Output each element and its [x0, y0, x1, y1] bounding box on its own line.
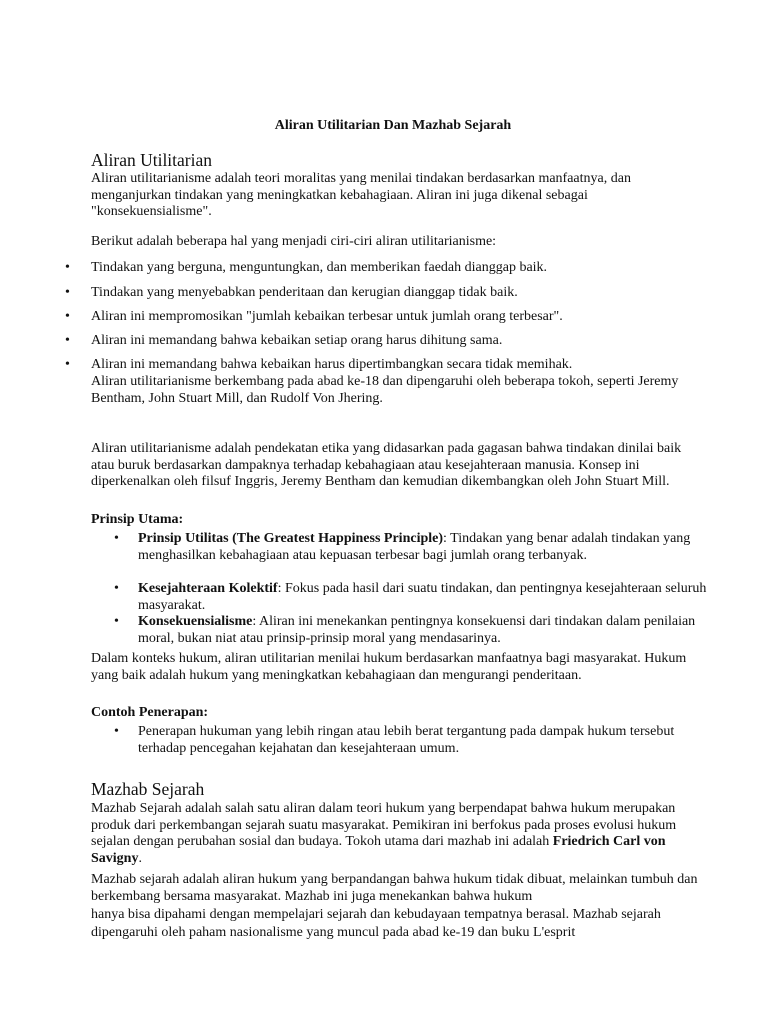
bullet-icon: • — [65, 285, 70, 300]
paragraph-mazhab-definition: Mazhab Sejarah adalah salah satu aliran dalam teori hukum yang berpendapat bahwa hukum merupakan produk dari perkembangan sejarah suatu masyarakat. Pemikiran ini berfokus pada proses evolusi hukum sejalan dengan perubahan sosial dan budaya. Tokoh utama dari mazhab ini adalah Friedrich Carl von Savigny. — [91, 801, 677, 867]
paragraph-history: Aliran utilitarianisme berkembang pada abad ke-18 dan dipengaruhi oleh beberapa tokoh, seperti Jeremy Bentham, John Stuart Mill, dan Rudolf Von Jhering. — [91, 374, 679, 406]
list-item — [65, 357, 711, 374]
list-item-text: Tindakan yang berguna, menguntungkan, dan memberikan faedah dianggap baik. — [91, 260, 548, 275]
document-title: Aliran Utilitarian Dan Mazhab Sejarah — [274, 118, 512, 133]
list-item-text: Penerapan hukuman yang lebih ringan atau lebih berat tergantung pada dampak hukum tersebut terhadap pencegahan kejahatan dan kesejahteraan umum. — [138, 724, 675, 756]
list-item-text: Tindakan yang menyebabkan penderitaan dan kerugian dianggap tidak baik. — [91, 285, 518, 300]
paragraph-mazhab-view: Mazhab sejarah adalah aliran hukum yang berpandangan bahwa hukum tidak dibuat, melainkan tumbuh dan berkembang bersama masyarakat. Mazhab ini juga menekankan bahwa hukum — [91, 872, 698, 904]
example-heading: Contoh Penerapan: — [91, 705, 209, 720]
list-item — [114, 614, 708, 647]
paragraph-law-context: Dalam konteks hukum, aliran utilitarian menilai hukum berdasarkan manfaatnya bagi masyarakat. Hukum yang baik adalah hukum yang meningkatkan kebahagiaan dan mengurangi penderitaan. — [91, 651, 687, 683]
heading-mazhab-sejarah: Mazhab Sejarah — [91, 779, 205, 799]
list-item — [114, 724, 708, 757]
bullet-icon: • — [114, 614, 119, 629]
principles-heading: Prinsip Utama: — [91, 512, 184, 527]
bullet-icon: • — [114, 581, 119, 596]
principle-term: Kesejahteraan Kolektif — [138, 581, 278, 596]
heading-aliran-utilitarian: Aliran Utilitarian — [91, 150, 213, 170]
bullet-icon: • — [65, 357, 70, 372]
principle-text: : Tindakan yang benar adalah tindakan yang menghasilkan kebahagiaan atau kepuasan terbesar bagi jumlah orang terbanyak. — [138, 531, 691, 563]
savigny-name: Friedrich Carl von Savigny — [91, 834, 666, 867]
paragraph-approach: Aliran utilitarianisme adalah pendekatan etika yang didasarkan pada gagasan bahwa tindakan dinilai baik atau buruk berdasarkan dampaknya terhadap kebahagiaan atau kesejahteraan manusia. Konsep ini diperkenalkan oleh filsuf Inggris, Jeremy Bentham dan kemudian dikembangkan oleh John Stuart Mill. — [91, 441, 682, 490]
list-item-text: Aliran ini mempromosikan "jumlah kebaikan terbesar untuk jumlah orang terbesar". — [91, 309, 563, 324]
list-item — [114, 581, 708, 614]
paragraph-definition: Aliran utilitarianisme adalah teori moralitas yang menilai tindakan berdasarkan manfaatnya, dan menganjurkan tindakan yang meningkatkan kebahagiaan. Aliran ini juga dikenal sebagai "konsekuensialisme". — [91, 171, 631, 220]
list-item-text: Aliran ini memandang bahwa kebaikan setiap orang harus dihitung sama. — [91, 333, 503, 348]
list-item — [65, 260, 711, 277]
list-item — [65, 333, 711, 350]
bullet-icon: • — [65, 333, 70, 348]
paragraph-characteristics-intro: Berikut adalah beberapa hal yang menjadi ciri-ciri aliran utilitarianisme: — [91, 234, 497, 249]
paragraph-mazhab-view-cont: hanya bisa dipahami dengan mempelajari sejarah dan kebudayaan tempatnya berasal. Mazhab sejarah dipengaruhi oleh paham nasionalisme yang muncul pada abad ke-19 dan buku L'esprit — [91, 907, 661, 940]
principle-text: : Fokus pada hasil dari suatu tindakan, dan pentingnya kesejahteraan seluruh masyarakat. — [138, 581, 707, 613]
list-item — [114, 531, 708, 564]
principle-term: Prinsip Utilitas (The Greatest Happiness Principle) — [138, 531, 444, 546]
bullet-icon: • — [65, 309, 70, 324]
bullet-icon: • — [114, 724, 119, 739]
bullet-icon: • — [114, 531, 119, 546]
bullet-icon: • — [65, 260, 70, 275]
list-item-text: Aliran ini memandang bahwa kebaikan harus dipertimbangkan secara tidak memihak. — [91, 357, 573, 372]
principle-text: : Aliran ini menekankan pentingnya konsekuensi dari tindakan dalam penilaian moral, bukan niat atau prinsip-prinsip moral yang mendasarinya. — [138, 614, 696, 646]
list-item — [65, 309, 711, 326]
principle-term: Konsekuensialisme — [138, 614, 253, 629]
list-item — [65, 285, 711, 302]
